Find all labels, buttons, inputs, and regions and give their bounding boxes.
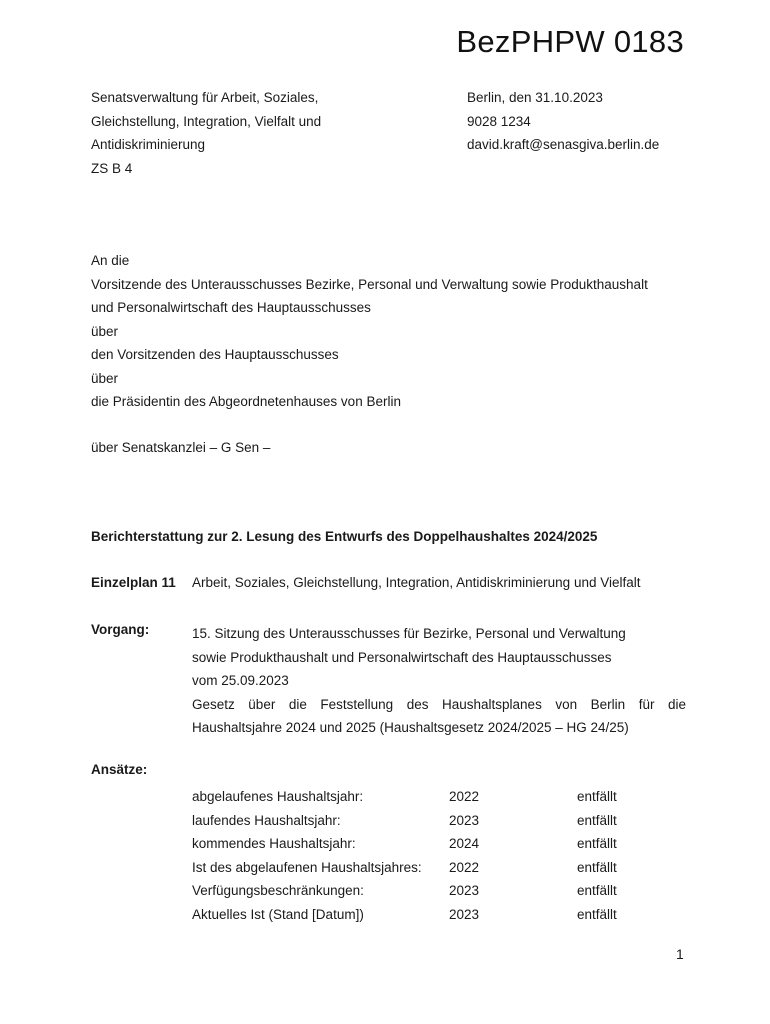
page-number: 1 <box>676 946 684 962</box>
contact-email: david.kraft@senasgiva.berlin.de <box>467 137 660 152</box>
sender-line: Senatsverwaltung für Arbeit, Soziales, <box>91 90 319 105</box>
sender-line: ZS B 4 <box>91 160 133 176</box>
ansatz-row <box>192 809 657 833</box>
letter-date: Berlin, den 31.10.2023 <box>467 90 603 105</box>
vorgang-text <box>192 622 686 740</box>
vorgang-line: Gesetz über die Feststellung des Haushaltsplanes von Berlin für die <box>192 696 686 712</box>
ansatz-year: 2024 <box>449 836 480 851</box>
ansaetze-label: Ansätze: <box>91 762 148 777</box>
ansatz-year: 2022 <box>449 789 480 804</box>
recipient-line: Vorsitzende des Unterausschusses Bezirke, Personal und Verwaltung sowie Produkthaushalt <box>91 276 648 292</box>
routing-note: über Senatskanzlei – G Sen – <box>91 440 271 455</box>
ansatz-label: laufendes Haushaltsjahr: <box>192 812 341 828</box>
vorgang-line: vom 25.09.2023 <box>192 673 289 688</box>
recipient-line: und Personalwirtschaft des Hauptausschusses <box>91 300 371 315</box>
ansaetze-table <box>192 785 657 926</box>
ansatz-value: entfällt <box>577 906 617 922</box>
ansatz-value: entfällt <box>577 789 617 804</box>
ansatz-row <box>192 903 657 927</box>
ansatz-label: Ist des abgelaufenen Haushaltsjahres: <box>192 859 422 875</box>
recipient-block <box>91 249 648 414</box>
ansatz-label: kommendes Haushaltsjahr: <box>192 836 356 851</box>
ansatz-value: entfällt <box>577 836 617 851</box>
ansatz-label: abgelaufenes Haushaltsjahr: <box>192 789 364 804</box>
ansatz-year: 2023 <box>449 812 480 828</box>
einzelplan-label: Einzelplan 11 <box>91 575 176 590</box>
ansatz-row <box>192 832 657 856</box>
ansatz-row <box>192 856 657 880</box>
ansatz-row <box>192 785 657 809</box>
recipient-line: den Vorsitzenden des Hauptausschusses <box>91 347 339 362</box>
ansatz-year: 2023 <box>449 906 480 922</box>
vorgang-line: sowie Produkthaushalt und Personalwirtschaft des Hauptausschusses <box>192 649 612 665</box>
ansatz-value: entfällt <box>577 859 617 875</box>
vorgang-line: Haushaltsjahre 2024 und 2025 (Haushaltsgesetz 2024/2025 – HG 24/25) <box>192 720 629 735</box>
recipient-line: die Präsidentin des Abgeordnetenhauses von Berlin <box>91 394 401 409</box>
einzelplan-text: Arbeit, Soziales, Gleichstellung, Integration, Antidiskriminierung und Vielfalt <box>192 575 641 590</box>
contact-block <box>467 86 659 157</box>
vorgang-line: 15. Sitzung des Unterausschusses für Bezirke, Personal und Verwaltung <box>192 626 626 641</box>
report-title: Berichterstattung zur 2. Lesung des Entwurfs des Doppelhaushaltes 2024/2025 <box>91 529 598 544</box>
vorgang-label: Vorgang: <box>91 622 150 637</box>
recipient-line: über <box>91 370 119 386</box>
sender-line: Antidiskriminierung <box>91 137 206 152</box>
recipient-line: über <box>91 323 119 339</box>
sender-block <box>91 86 321 180</box>
contact-phone: 9028 1234 <box>467 113 531 129</box>
recipient-line: An die <box>91 253 130 268</box>
ansatz-label: Verfügungsbeschränkungen: <box>192 883 364 898</box>
ansatz-value: entfällt <box>577 883 617 898</box>
ansatz-label: Aktuelles Ist (Stand [Datum]) <box>192 906 364 922</box>
ansatz-year: 2022 <box>449 859 480 875</box>
sender-line: Gleichstellung, Integration, Vielfalt und <box>91 113 322 129</box>
ansatz-year: 2023 <box>449 883 480 898</box>
document-id: BezPHPW 0183 <box>456 24 684 59</box>
ansatz-row <box>192 879 657 903</box>
ansatz-value: entfällt <box>577 812 617 828</box>
